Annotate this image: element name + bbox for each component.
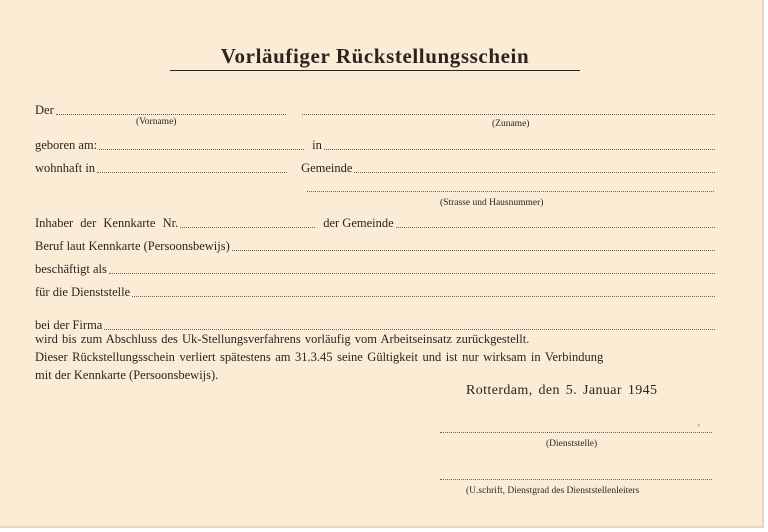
residence-row	[35, 158, 715, 176]
vorname-field[interactable]	[56, 113, 286, 115]
zuname-field[interactable]	[302, 113, 715, 115]
kennkarte-row	[35, 213, 715, 231]
kennkarte-number-field[interactable]	[180, 226, 315, 228]
birth-row	[35, 135, 715, 153]
vorname-caption: (Vorname)	[136, 117, 177, 127]
zuname-caption: (Zuname)	[492, 119, 530, 129]
beschaeftigt-label: beschäftigt als	[35, 262, 107, 276]
dienststelle-field[interactable]	[132, 295, 715, 297]
body-line-1: wird bis zum Abschluss des Uk-Stellungsverfahrens vorläufig vom Arbeitseinsatz zurückgestellt.	[35, 332, 530, 346]
name-row	[35, 100, 715, 118]
strasse-field[interactable]	[307, 190, 714, 192]
leiter-signature-field[interactable]	[440, 478, 712, 480]
beschaeftigt-field[interactable]	[109, 272, 715, 274]
beschaeftigt-row	[35, 259, 715, 277]
gemeinde-field[interactable]	[354, 171, 715, 173]
der-gemeinde-label: der Gemeinde	[323, 216, 394, 230]
place-date: Rotterdam, den 5. Januar 1945	[466, 383, 658, 398]
firma-field[interactable]	[104, 328, 715, 330]
body-line-3: mit der Kennkarte (Persoonsbewijs).	[35, 368, 219, 382]
page-title: Vorläufiger Rückstellungsschein	[170, 44, 580, 71]
inhaber-label: Inhaber der Kennkarte Nr.	[35, 216, 179, 230]
birthplace-field[interactable]	[324, 148, 715, 150]
beruf-row	[35, 236, 715, 254]
gemeinde-label: Gemeinde	[301, 161, 353, 175]
beruf-field[interactable]	[232, 249, 715, 251]
beruf-label: Beruf laut Kennkarte (Persoonsbewijs)	[35, 239, 230, 253]
firma-label: bei der Firma	[35, 318, 103, 332]
body-line-2: Dieser Rückstellungsschein verliert spätestens am 31.3.45 seine Gültigkeit und ist nur wirksam in Verbindung	[35, 350, 604, 364]
der-label: Der	[35, 103, 54, 117]
dienststelle-signature-field[interactable]	[440, 431, 712, 433]
strasse-caption: (Strasse und Hausnummer)	[440, 198, 544, 208]
dienststelle-label: für die Dienststelle	[35, 285, 131, 299]
dienststelle-row	[35, 282, 715, 300]
ink-mark: ◦	[697, 420, 701, 430]
leiter-caption: (U.schrift, Dienstgrad des Dienststellenleiters	[466, 486, 640, 496]
kennkarte-gemeinde-field[interactable]	[396, 226, 715, 228]
geboren-label: geboren am:	[35, 138, 98, 152]
wohnhaft-label: wohnhaft in	[35, 161, 96, 175]
firma-row	[35, 315, 715, 333]
geboren-field[interactable]	[99, 148, 304, 150]
dienststelle-caption: (Dienststelle)	[546, 439, 598, 449]
wohnhaft-field[interactable]	[97, 171, 287, 173]
in-label: in	[312, 138, 322, 152]
